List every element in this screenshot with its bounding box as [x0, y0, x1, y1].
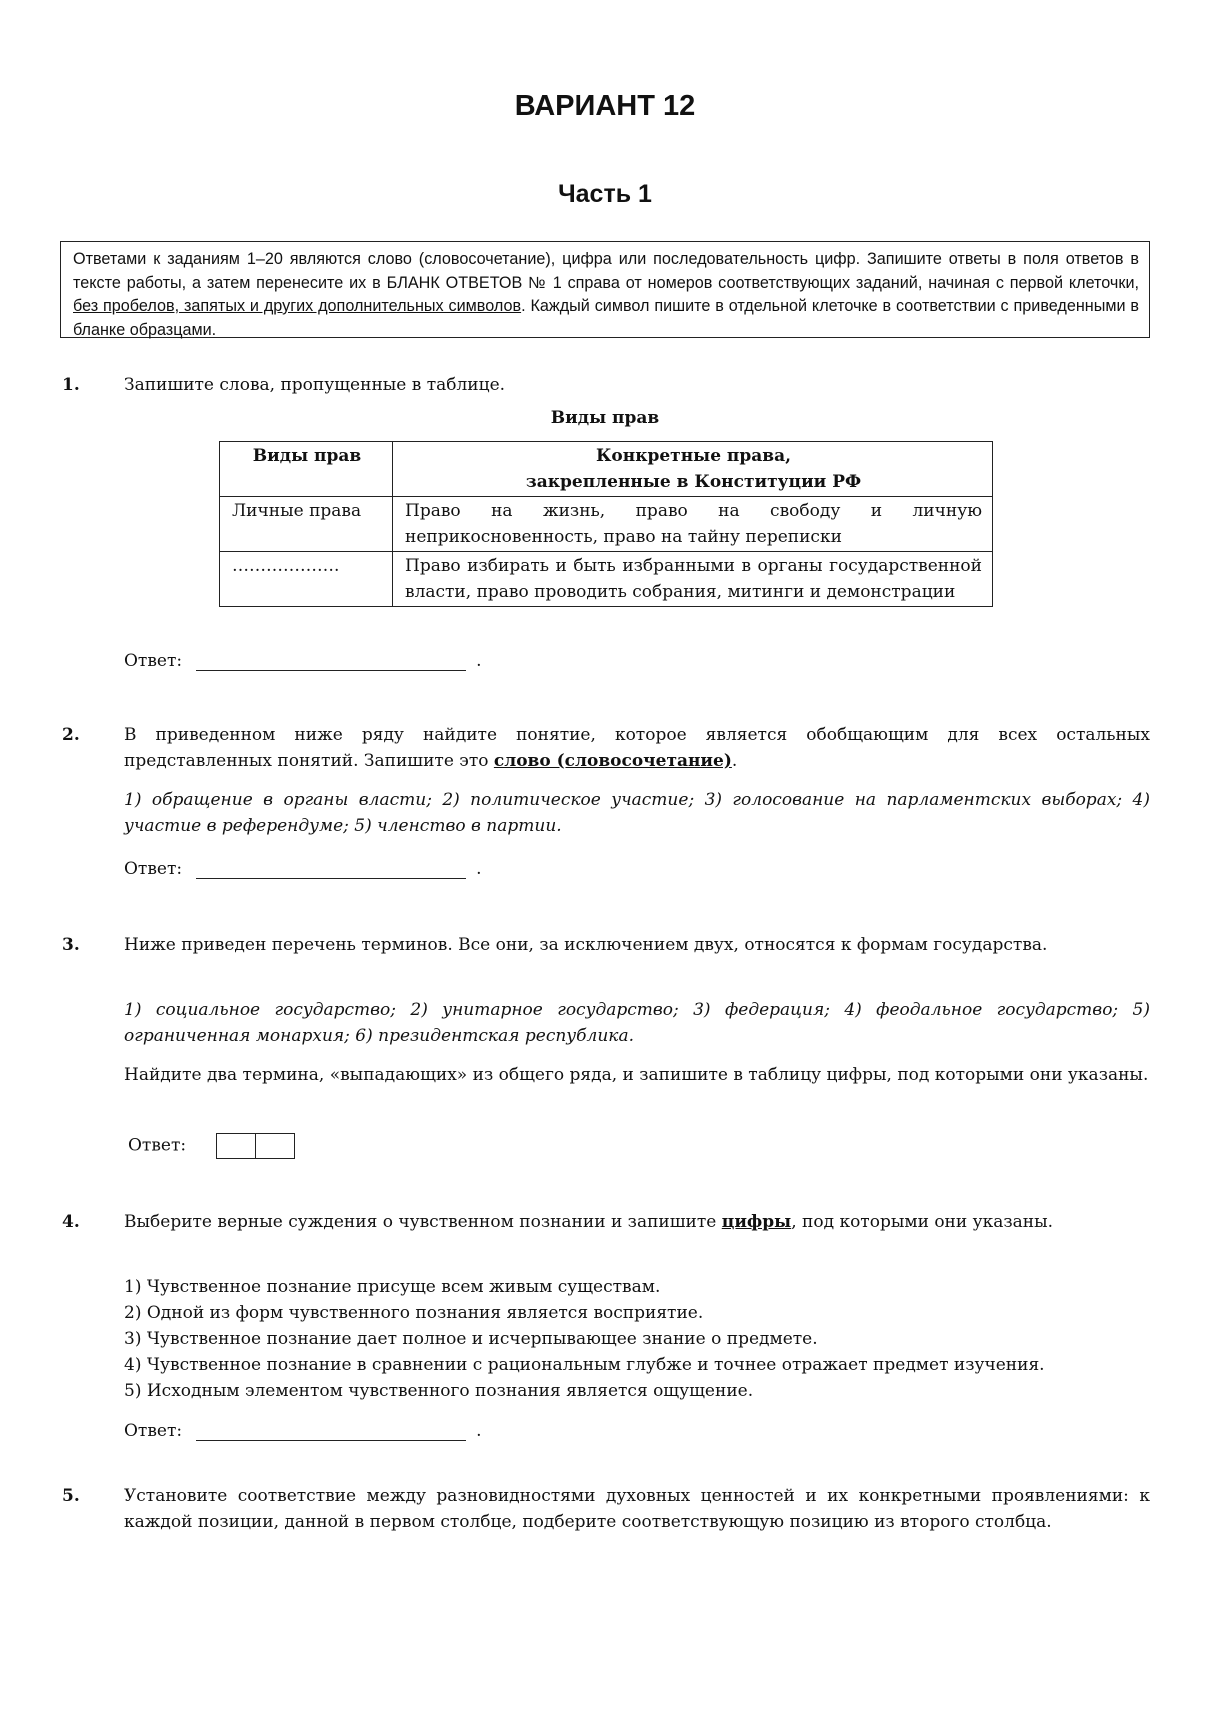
answer-box[interactable] — [216, 1133, 256, 1159]
table-cell-blank: ………………. — [220, 552, 393, 607]
task-text: Ниже приведен перечень терминов. Все они, за исключением двух, относятся к формам государства. — [124, 935, 1048, 955]
task-text — [124, 722, 1150, 774]
instructions-text: Ответами к заданиям 1–20 являются слово (словосочетание), цифра или последовательность цифр. Запишите ответы в поля ответов в тексте работы, а затем перенесите их в БЛАНК ОТВЕТОВ № 1 справа от номеров соответствующих заданий, начиная с первой клеточки, — [73, 250, 1139, 292]
table-cell: Право на жизнь, право на свободу и личную неприкосновенность, право на тайну переписки — [393, 497, 993, 552]
page-title: ВАРИАНТ 12 — [514, 90, 696, 122]
answer-dot: . — [476, 859, 482, 879]
answer-field[interactable] — [196, 652, 466, 671]
instructions-text-end: . Каждый символ пишите в отдельной клеточке в соответствии с приведенными в бланке образцами. — [73, 297, 1139, 339]
answer-label: Ответ: — [128, 1135, 187, 1156]
answer-row-2 — [124, 859, 482, 879]
answer-row-4 — [124, 1421, 482, 1441]
table-caption: Виды прав — [550, 408, 660, 428]
task-text-part: , под которыми они указаны. — [791, 1212, 1054, 1232]
part-title: Часть 1 — [558, 180, 652, 208]
answer-label: Ответ: — [124, 651, 183, 671]
list-item: 5) Исходным элементом чувственного познания является ощущение. — [124, 1381, 754, 1401]
list-item: 1) Чувственное познание присуще всем живым существам. — [124, 1277, 661, 1297]
instructions-box — [60, 241, 1150, 338]
table-header-cell — [393, 442, 993, 497]
task-text — [124, 1209, 1150, 1235]
rights-table — [219, 441, 993, 607]
table-cell: Право избирать и быть избранными в органы государственной власти, право проводить собрания, митинги и демонстрации — [393, 552, 993, 607]
task-text-part: Выберите верные суждения о чувственном познании и запишите — [124, 1212, 722, 1232]
task-instruction: Найдите два термина, «выпадающих» из общего ряда, и запишите в таблицу цифры, под которыми они указаны. — [124, 1065, 1149, 1085]
header-line: Конкретные права, — [595, 446, 792, 466]
task-options: 1) обращение в органы власти; 2) политическое участие; 3) голосование на парламентских выборах; 4) участие в референдуме; 5) членство в партии. — [124, 790, 1150, 836]
table-header-row — [220, 442, 993, 497]
task-text: Установите соответствие между разновидностями духовных ценностей и их конкретными проявлениями: к каждой позиции, данной в первом столбце, подберите соответствующую позицию из второго столбца. — [124, 1486, 1150, 1532]
answer-dot: . — [476, 651, 482, 671]
answer-dot: . — [476, 1421, 482, 1441]
task-number: 5. — [62, 1486, 80, 1506]
list-item: 4) Чувственное познание в сравнении с рациональным глубже и точнее отражает предмет изучения. — [124, 1355, 1045, 1375]
answer-label: Ответ: — [124, 1421, 183, 1441]
header-line: закрепленные в Конституции РФ — [525, 472, 862, 492]
task-text-emphasis: слово (словосочетание) — [493, 751, 732, 771]
task-options: 1) социальное государство; 2) унитарное государство; 3) федерация; 4) феодальное государство; 5) ограниченная монархия; 6) президентская республика. — [124, 1000, 1150, 1046]
table-header-cell: Виды прав — [220, 442, 393, 497]
answer-box[interactable] — [255, 1133, 295, 1159]
table-row — [220, 552, 993, 607]
table-cell: Личные права — [220, 497, 393, 552]
answer-row-1 — [124, 651, 482, 671]
task-options-list — [124, 1274, 1150, 1404]
task-text-part: . — [731, 751, 738, 771]
answer-field[interactable] — [196, 1422, 466, 1441]
task-number: 1. — [62, 375, 80, 395]
task-number: 3. — [62, 935, 80, 955]
instructions-underlined: без пробелов, запятых и других дополнительных символов — [73, 297, 522, 315]
task-text: Запишите слова, пропущенные в таблице. — [124, 375, 506, 395]
task-number: 2. — [62, 725, 80, 745]
table-row — [220, 497, 993, 552]
list-item: 3) Чувственное познание дает полное и исчерпывающее знание о предмете. — [124, 1329, 818, 1349]
task-text-part: В приведенном ниже ряду найдите понятие, которое является обобщающим для всех остальных представленных понятий. Запишите это — [124, 725, 1150, 771]
task-text-emphasis: цифры — [721, 1212, 792, 1232]
answer-field[interactable] — [196, 860, 466, 879]
task-number: 4. — [62, 1212, 80, 1232]
answer-label: Ответ: — [124, 859, 183, 879]
answer-boxes — [216, 1133, 293, 1159]
list-item: 2) Одной из форм чувственного познания является восприятие. — [124, 1303, 704, 1323]
answer-row-3 — [128, 1133, 294, 1159]
